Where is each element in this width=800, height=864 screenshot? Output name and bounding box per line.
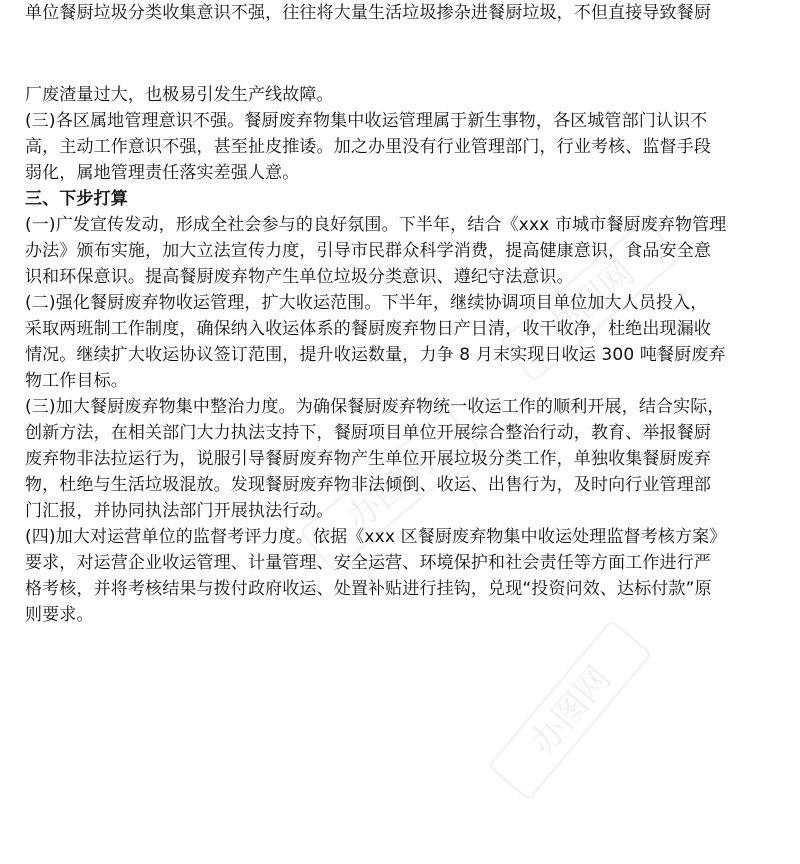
paragraph-line: 情况。继续扩大收运协议签订范围，提升收运数量，力争 8 月末实现日收运 300 吨餐厨废弃 <box>25 345 726 365</box>
paragraph-line: 厂废渣量过大，也极易引发生产线故障。 <box>25 85 334 105</box>
paragraph-line: (四)加大对运营单位的监督考评力度。依据《xxx 区餐厨废弃物集中收运处理监督考核方案》 <box>25 527 727 547</box>
paragraph-line: 门汇报，并协同执法部门开展执法行动。 <box>25 501 334 521</box>
paragraph-line: 高，主动工作意识不强，甚至扯皮推诿。加之办里没有行业管理部门，行业考核、监督手段 <box>25 137 711 157</box>
paragraph-line: 弱化，属地管理责任落实差强人意。 <box>25 163 300 183</box>
paragraph-line: 则要求。 <box>25 605 94 625</box>
section-heading: 三、下步打算 <box>25 189 128 209</box>
paragraph-line: (三)各区属地管理意识不强。餐厨废弃物集中收运管理属于新生事物，各区城管部门认识不 <box>25 111 708 131</box>
watermark-text: 办图网 <box>538 252 643 349</box>
paragraph-line: 采取两班制工作制度，确保纳入收运体系的餐厨废弃物日产日清，收干收净，杜绝出现漏收 <box>25 319 711 339</box>
paragraph-line: (三)加大餐厨废弃物集中整治力度。为确保餐厨废弃物统一收运工作的顺利开展，结合实际， <box>25 397 725 417</box>
paragraph-line: (二)强化餐厨废弃物收运管理，扩大收运范围。下半年，继续协调项目单位加大人员投入， <box>25 293 708 313</box>
paragraph-line: 识和环保意识。提高餐厨废弃物产生单位垃圾分类意识、遵纪守法意识。 <box>25 267 574 287</box>
paragraph-line: 物，杜绝与生活垃圾混放。发现餐厨废弃物非法倾倒、收运、出售行为，及时向行业管理部 <box>25 475 711 495</box>
watermark-text: 办图网 <box>522 658 619 763</box>
watermark-text: 办图网 <box>338 442 443 539</box>
paragraph-line: 物工作目标。 <box>25 371 128 391</box>
paragraph-line: 单位餐厨垃圾分类收集意识不强，往往将大量生活垃圾掺杂进餐厨垃圾，不但直接导致餐厨 <box>25 3 711 23</box>
paragraph-line: 格考核，并将考核结果与拨付政府收运、处置补贴进行挂钩，兑现“投资问效、达标付款”原 <box>25 579 712 599</box>
paragraph-line: (一)广发宣传发动，形成全社会参与的良好氛围。下半年，结合《xxx 市城市餐厨废弃物管理 <box>25 215 727 235</box>
paragraph-line: 创新方法，在相关部门大力执法支持下，餐厨项目单位开展综合整治行动，教育、举报餐厨 <box>25 423 711 443</box>
paragraph-line: 废弃物非法拉运行为，说服引导餐厨废弃物产生单位开展垃圾分类工作，单独收集餐厨废弃 <box>25 449 711 469</box>
paragraph-line: 要求，对运营企业收运管理、计量管理、安全运营、环境保护和社会责任等方面工作进行严 <box>25 553 711 573</box>
paragraph-line: 办法》颁布实施，加大立法宣传力度，引导市民群众科学消费，提高健康意识，食品安全意 <box>25 241 711 261</box>
